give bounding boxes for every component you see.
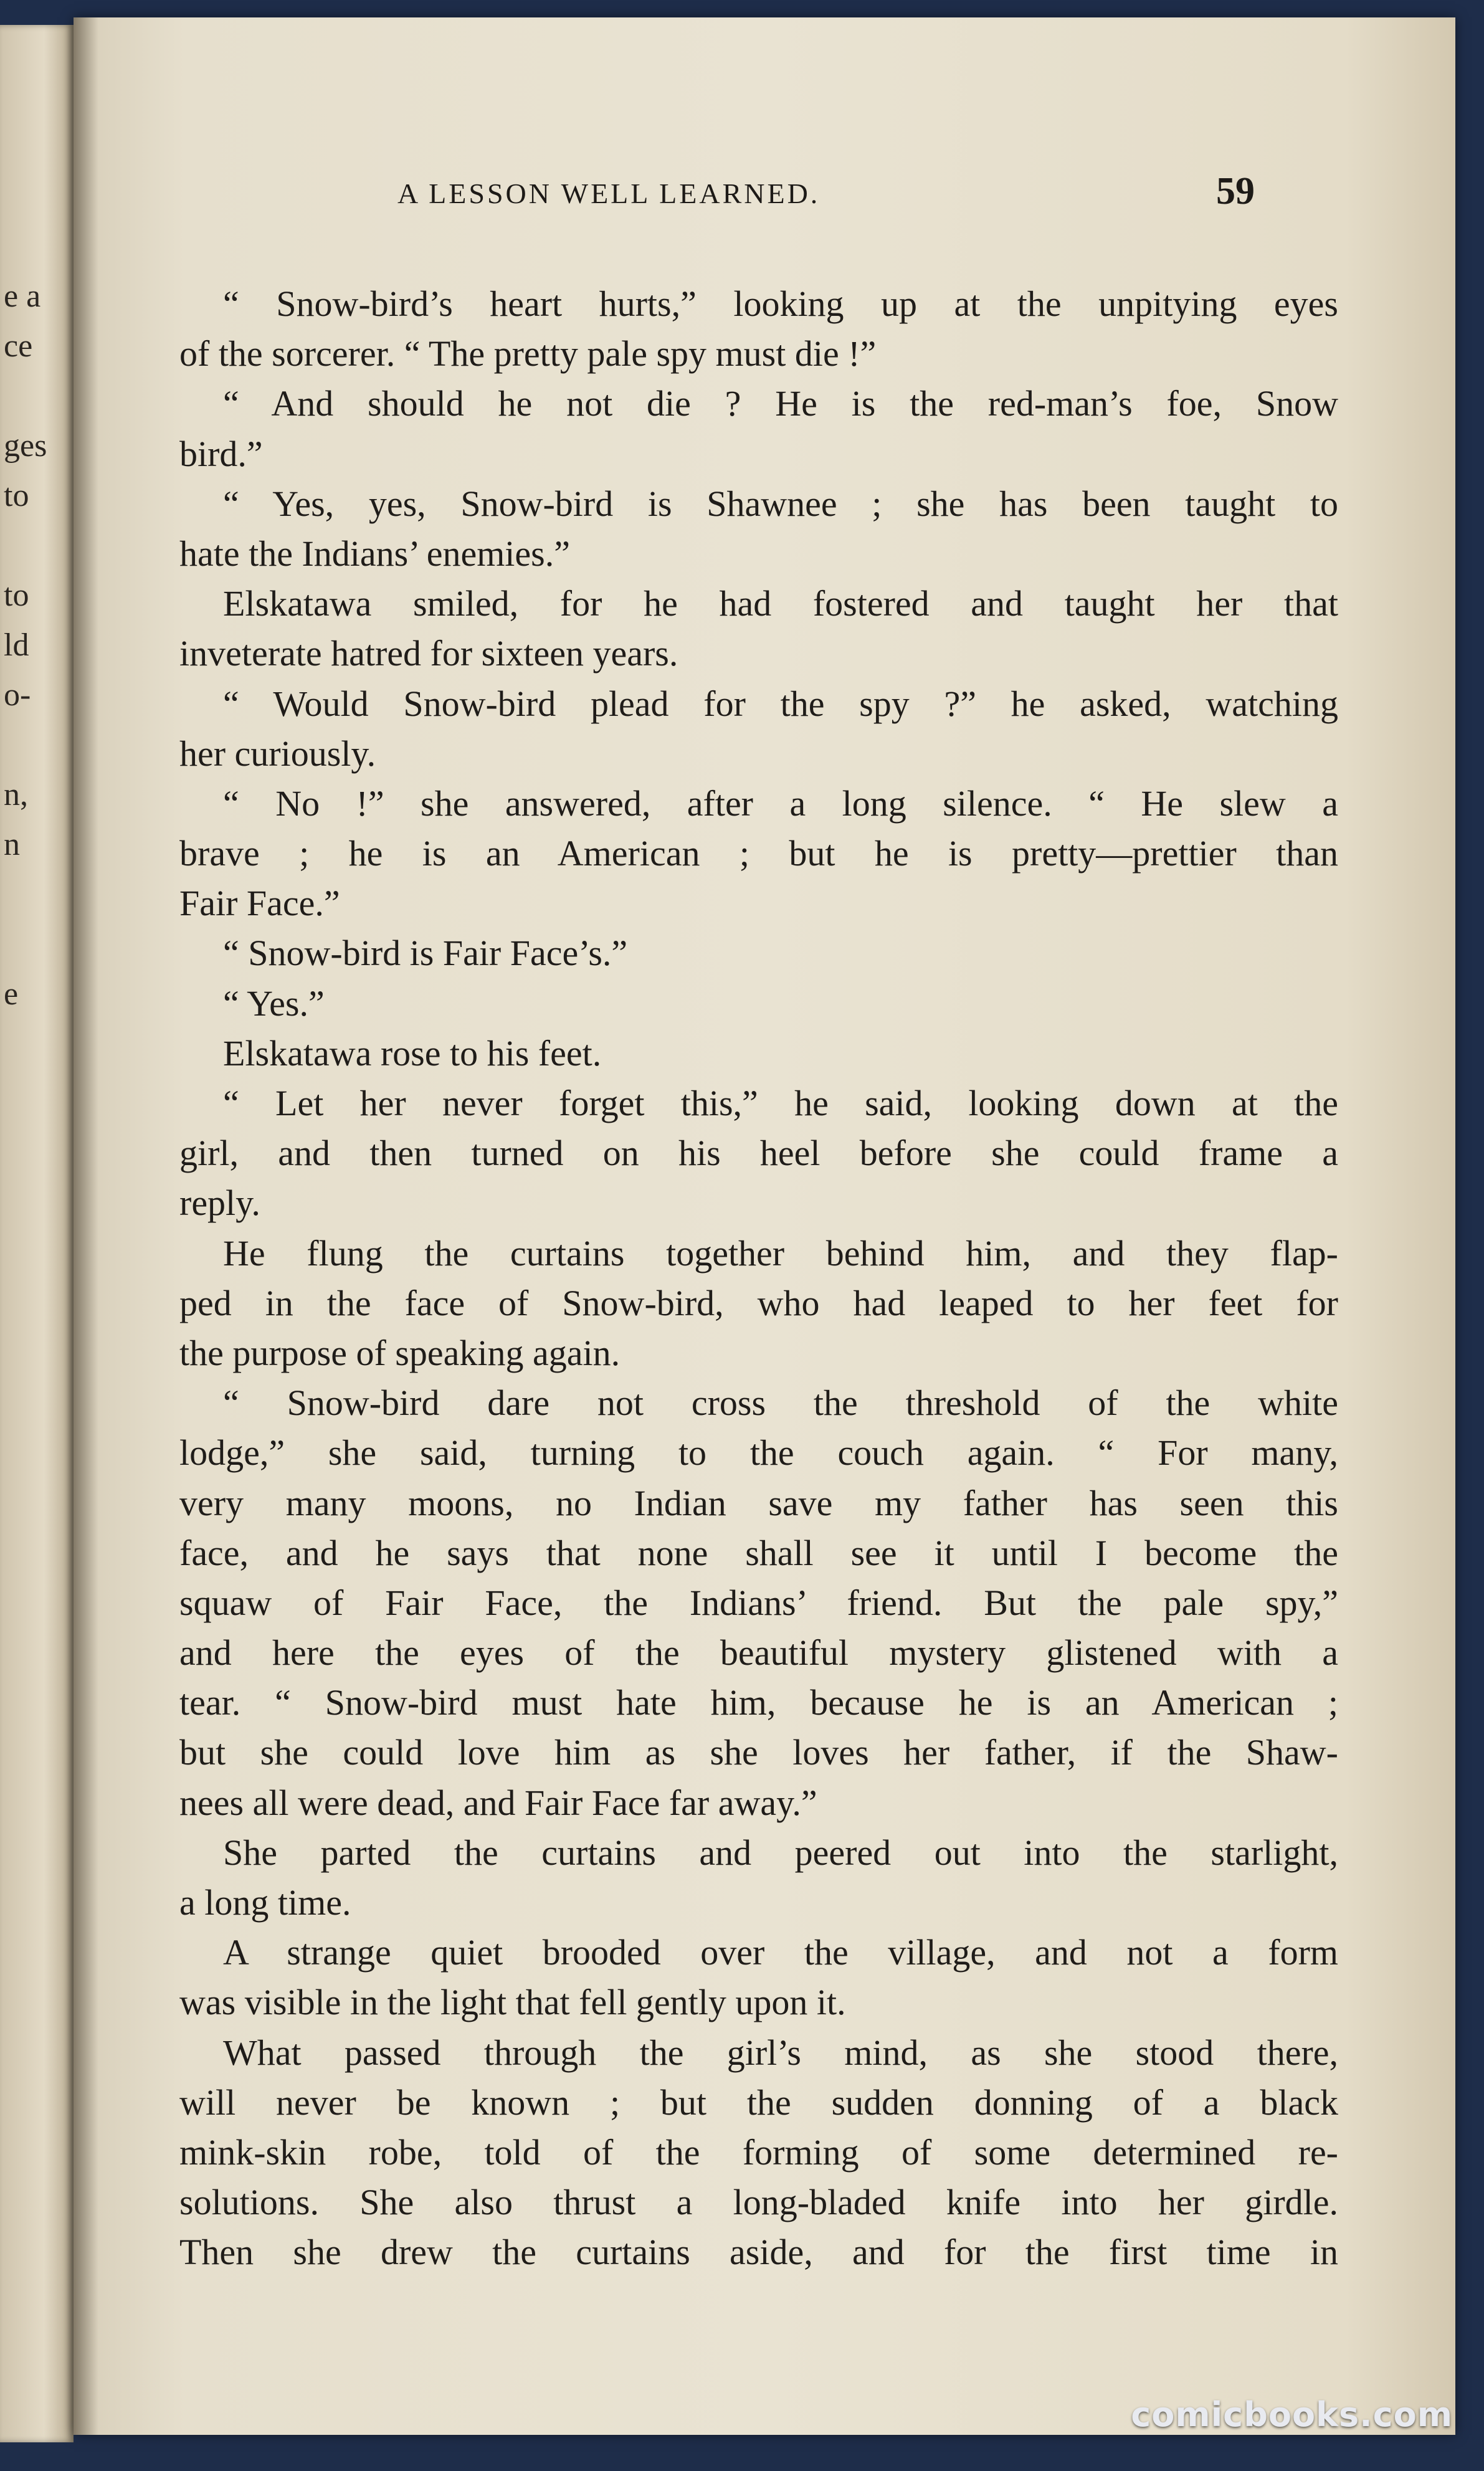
previous-page-fragment: ges bbox=[4, 428, 47, 464]
text-line: “ Yes, yes, Snow-bird is Shawnee ; she has been taught to bbox=[223, 483, 1338, 524]
text-line: She parted the curtains and peered out into the starlight, bbox=[223, 1832, 1338, 1873]
text-line: “ Snow-bird’s heart hurts,” looking up at the unpitying eyes bbox=[223, 283, 1338, 324]
previous-page-fragment: to bbox=[4, 578, 29, 613]
previous-page-fragment: n, bbox=[4, 777, 28, 812]
text-line: nees all were dead, and Fair Face far away.” bbox=[179, 1782, 817, 1823]
text-line: “ No !” she answered, after a long silence. “ He slew a bbox=[223, 783, 1338, 824]
text-line: Then she drew the curtains aside, and for the first time in bbox=[179, 2232, 1338, 2273]
text-line: “ Yes.” bbox=[223, 983, 325, 1024]
text-line: Elskatawa smiled, for he had fostered and taught her that bbox=[223, 583, 1338, 624]
previous-page-edge bbox=[0, 25, 74, 2442]
text-line: a long time. bbox=[179, 1882, 351, 1923]
text-line: solutions. She also thrust a long-bladed knife into her girdle. bbox=[179, 2182, 1338, 2223]
text-line: will never be known ; but the sudden donning of a black bbox=[179, 2082, 1338, 2123]
text-line: He flung the curtains together behind him, and they flap- bbox=[223, 1232, 1338, 1274]
text-line: “ Snow-bird is Fair Face’s.” bbox=[223, 933, 628, 974]
text-line: but she could love him as she loves her father, if the Shaw- bbox=[179, 1732, 1338, 1773]
page-text bbox=[179, 279, 1338, 2278]
watermark-logo: comicbooks.com bbox=[1131, 2395, 1453, 2434]
book-page bbox=[74, 17, 1455, 2435]
previous-page-fragment: e bbox=[4, 976, 19, 1012]
previous-page-fragment: n bbox=[4, 827, 20, 862]
text-line: tear. “ Snow-bird must hate him, because he is an American ; bbox=[179, 1682, 1338, 1723]
text-line: face, and he says that none shall see it until I become the bbox=[179, 1532, 1338, 1573]
text-line: “ Snow-bird dare not cross the threshold of the white bbox=[223, 1383, 1338, 1424]
text-line: girl, and then turned on his heel before she could frame a bbox=[179, 1133, 1338, 1174]
previous-page-fragment: o- bbox=[4, 677, 31, 713]
text-line: “ Would Snow-bird plead for the spy ?” he asked, watching bbox=[223, 683, 1338, 724]
text-line: Fair Face.” bbox=[179, 883, 340, 924]
text-line: “ Let her never forget this,” he said, looking down at the bbox=[223, 1083, 1338, 1123]
page-number: 59 bbox=[1216, 170, 1255, 212]
page-gutter-shadow bbox=[74, 17, 98, 2435]
text-line: her curiously. bbox=[179, 733, 376, 774]
running-head bbox=[74, 170, 1455, 227]
text-line: What passed through the girl’s mind, as she stood there, bbox=[223, 2032, 1338, 2073]
text-line: A strange quiet brooded over the village, and not a form bbox=[223, 1932, 1338, 1973]
text-line: was visible in the light that fell gently upon it. bbox=[179, 1982, 846, 2023]
text-line: mink-skin robe, told of the forming of some determined re- bbox=[179, 2131, 1338, 2173]
text-line: bird.” bbox=[179, 433, 263, 474]
text-line: the purpose of speaking again. bbox=[179, 1332, 621, 1373]
previous-page-fragment: ce bbox=[4, 328, 33, 364]
previous-page-fragment: to bbox=[4, 478, 29, 513]
text-line: reply. bbox=[179, 1183, 260, 1224]
text-line: of the sorcerer. “ The pretty pale spy must die !” bbox=[179, 333, 877, 374]
text-line: inveterate hatred for sixteen years. bbox=[179, 633, 678, 674]
previous-page-fragment: ld bbox=[4, 627, 29, 663]
text-line: hate the Indians’ enemies.” bbox=[179, 533, 570, 574]
previous-page-fragment: e a bbox=[4, 279, 41, 314]
text-line: brave ; he is an American ; but he is pretty—prettier than bbox=[179, 833, 1338, 874]
text-line: squaw of Fair Face, the Indians’ friend. But the pale spy,” bbox=[179, 1582, 1338, 1623]
text-line: Elskatawa rose to his feet. bbox=[223, 1032, 602, 1074]
text-line: and here the eyes of the beautiful mystery glistened with a bbox=[179, 1632, 1338, 1674]
text-line: lodge,” she said, turning to the couch again. “ For many, bbox=[179, 1432, 1338, 1474]
text-line: “ And should he not die ? He is the red-man’s foe, Snow bbox=[223, 383, 1338, 424]
text-line: very many moons, no Indian save my father has seen this bbox=[179, 1482, 1338, 1523]
text-line: ped in the face of Snow-bird, who had leaped to her feet for bbox=[179, 1282, 1338, 1323]
running-title: A LESSON WELL LEARNED. bbox=[397, 178, 820, 209]
